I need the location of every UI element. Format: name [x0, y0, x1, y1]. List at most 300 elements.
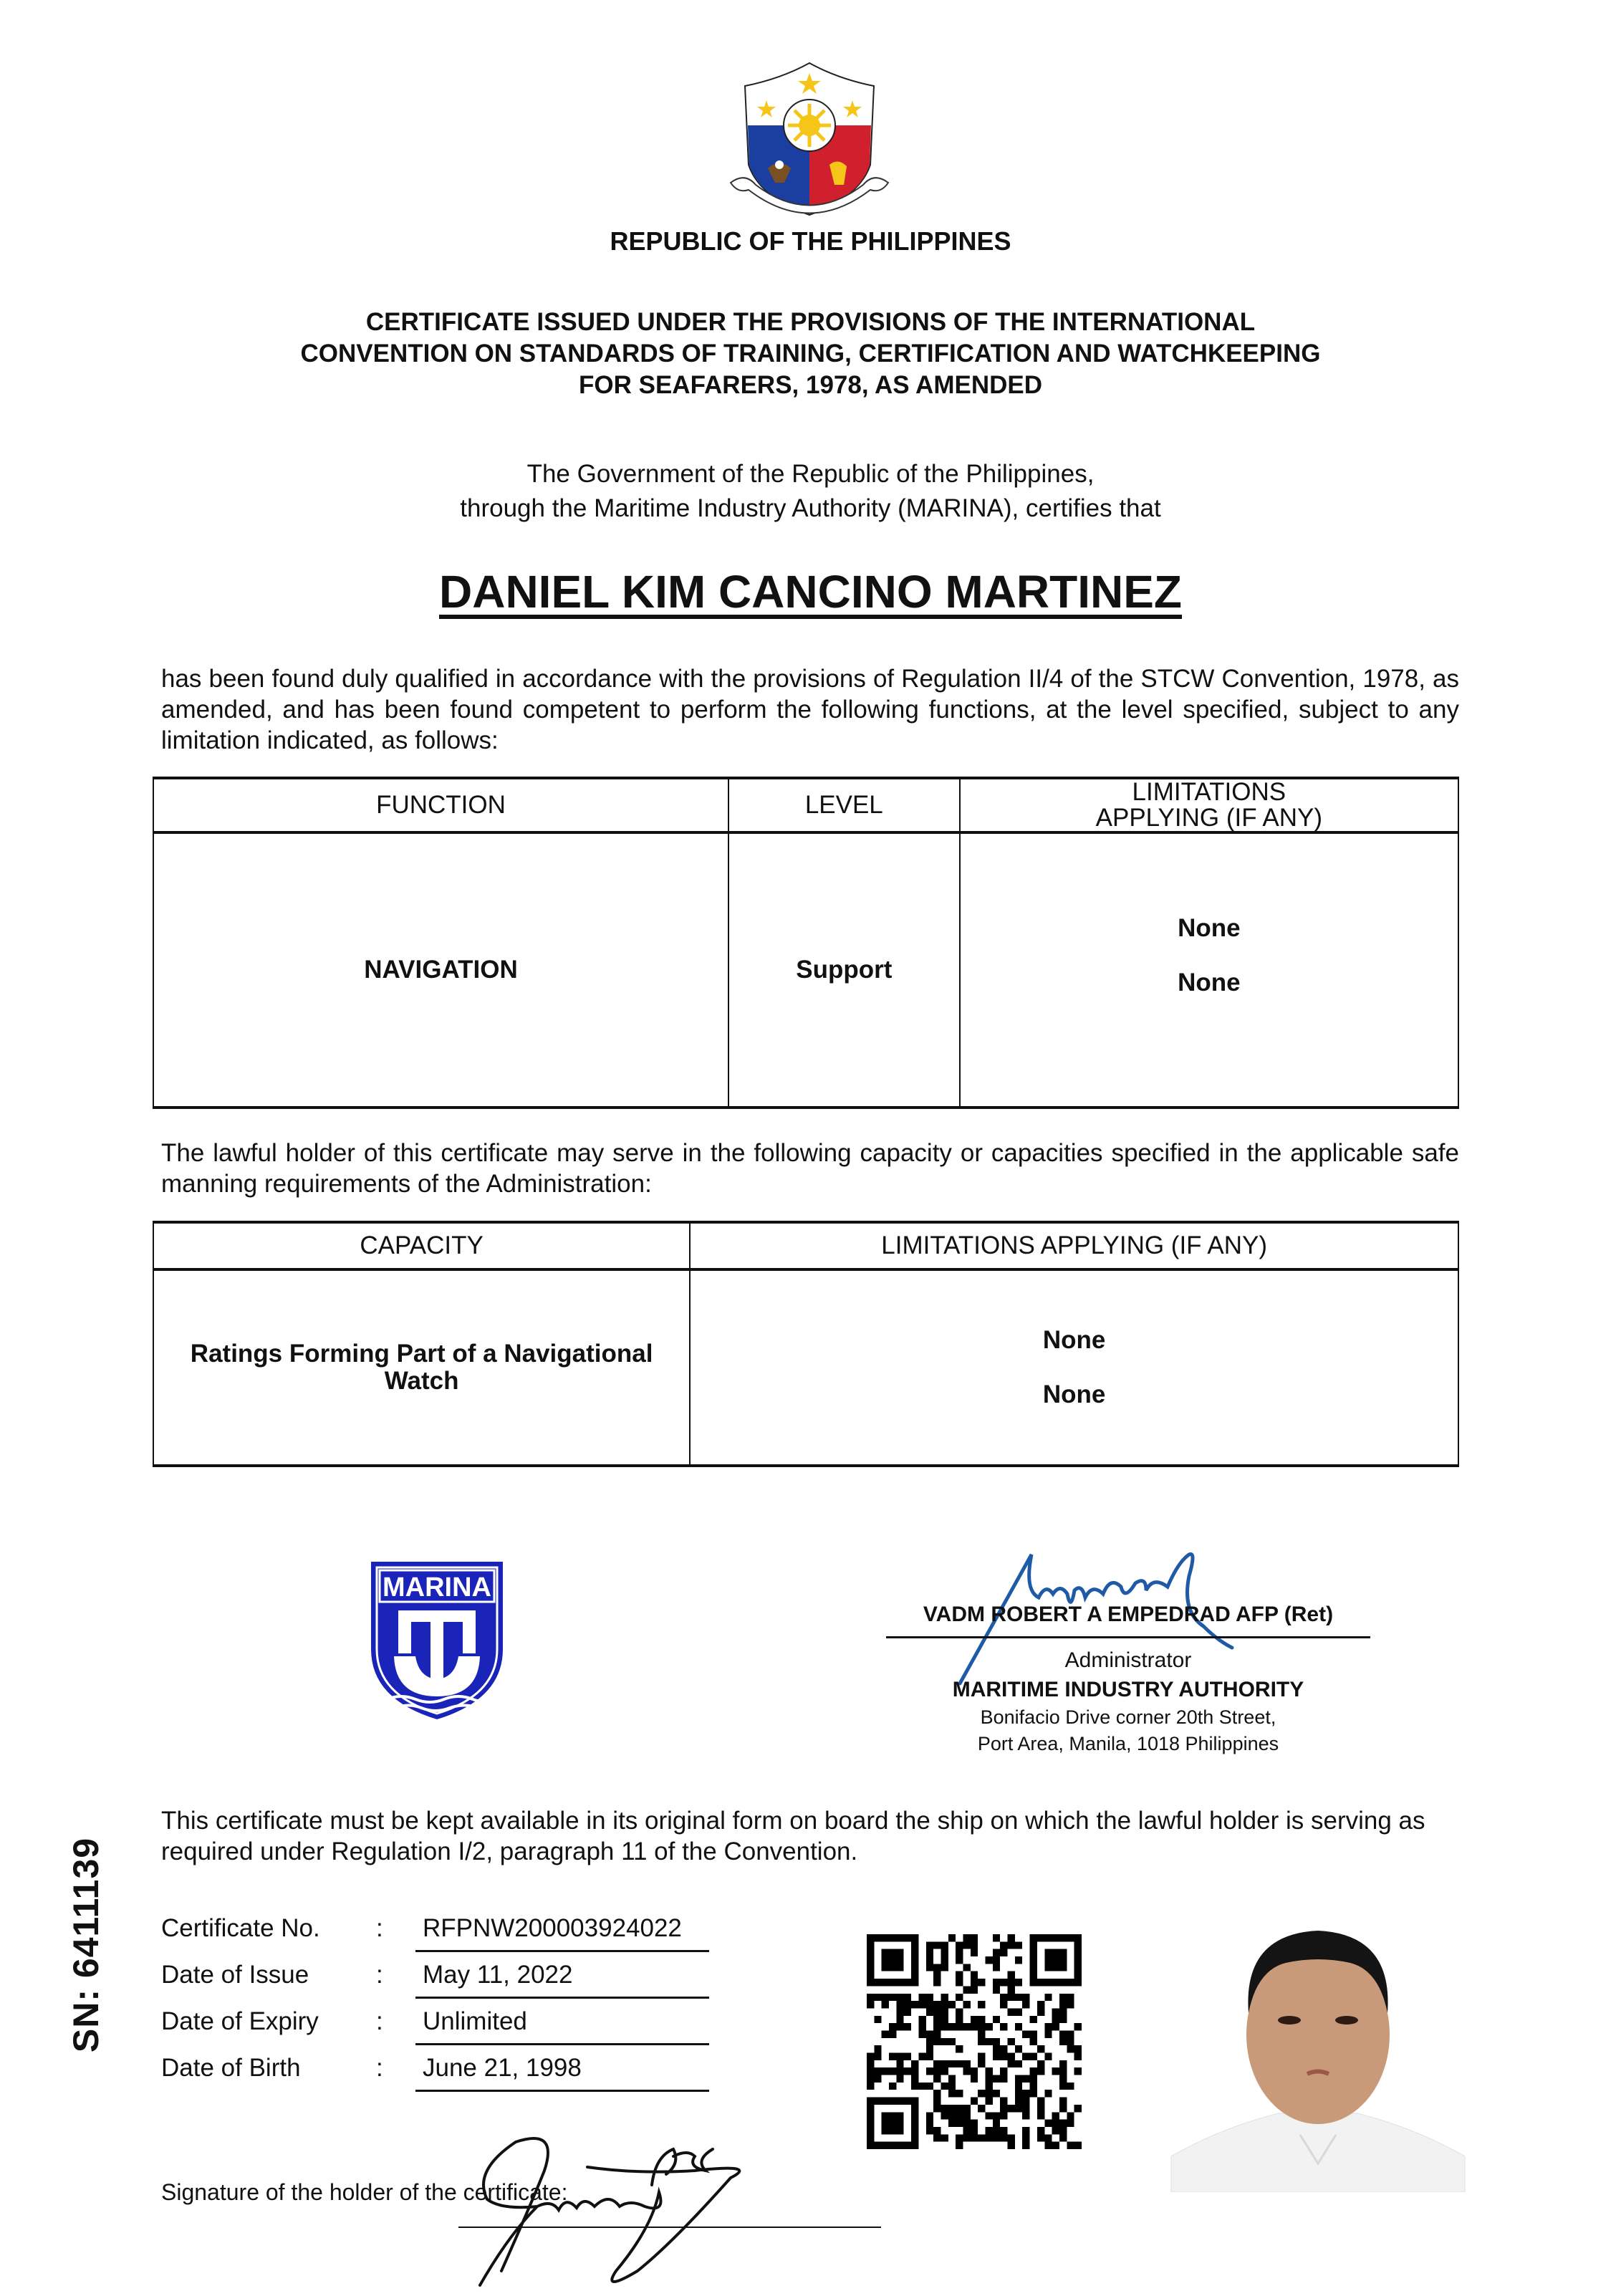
qr-module [896, 2112, 903, 2119]
qr-module [926, 1941, 933, 1949]
qr-module [1015, 2008, 1022, 2015]
holder-photo [1164, 1891, 1472, 2192]
qr-module [1015, 2060, 1022, 2067]
qr-module [1052, 2127, 1059, 2134]
qr-module [956, 2134, 963, 2141]
qr-module [1030, 2053, 1037, 2060]
qr-module [889, 1949, 896, 1956]
qr-module [1015, 2075, 1022, 2083]
qr-module [1059, 2083, 1067, 2090]
qr-module [1074, 1964, 1082, 1971]
qr-module [933, 2067, 941, 2075]
qr-module [882, 1934, 889, 1941]
qr-module [956, 1949, 963, 1956]
detail-row-date-of-birth [161, 2048, 720, 2095]
qr-module [926, 2053, 933, 2060]
qr-module [963, 1941, 970, 1949]
qr-module [933, 2008, 941, 2015]
qr-module [963, 2127, 970, 2134]
qr-module [1037, 2098, 1044, 2105]
qr-module [1008, 2060, 1015, 2067]
qr-module [889, 2023, 896, 2030]
qr-module [904, 2098, 911, 2105]
detail-value: May 11, 2022 [423, 1961, 573, 1989]
qr-module [918, 2001, 925, 2008]
qr-module [971, 2098, 978, 2105]
qr-module [956, 2090, 963, 2097]
qr-module [963, 1934, 970, 1941]
limitations-cell [960, 832, 1458, 1108]
qr-module [1067, 2038, 1074, 2045]
qr-module [978, 2030, 985, 2037]
qr-module [1044, 2030, 1052, 2037]
qr-module [904, 1934, 911, 1941]
qr-module [971, 1941, 978, 1949]
qr-module [904, 2142, 911, 2149]
qr-module [926, 2112, 933, 2119]
qr-module [896, 1979, 903, 1986]
qr-module [1059, 2016, 1067, 2023]
qr-module [1067, 1979, 1074, 1986]
qr-module [896, 1964, 903, 1971]
qr-module [1067, 2030, 1074, 2037]
qr-module [933, 2105, 941, 2112]
qr-module [911, 2112, 918, 2119]
qr-module [904, 2067, 911, 2075]
qr-module [1030, 1971, 1037, 1979]
qr-module [926, 2030, 933, 2037]
qr-module [993, 2120, 1000, 2127]
qr-module [1022, 2098, 1029, 2105]
qr-module [978, 2060, 985, 2067]
header-limitations: LIMITATIONS APPLYING (IF ANY) [960, 778, 1458, 832]
qr-module [882, 1979, 889, 1986]
qr-module [963, 2060, 970, 2067]
qr-module [1022, 2142, 1029, 2149]
qr-module [911, 2067, 918, 2075]
qr-module [1052, 1979, 1059, 1986]
qr-module [1059, 1956, 1067, 1964]
qr-module [896, 2053, 903, 2060]
qr-module [941, 2001, 948, 2008]
qr-module [1008, 1934, 1015, 1941]
qr-module [993, 1986, 1000, 1993]
qr-module [1067, 2001, 1074, 2008]
qr-module [956, 1956, 963, 1964]
detail-row-certificate-no [161, 1908, 720, 1955]
qr-module [867, 1956, 874, 1964]
qr-module [956, 2120, 963, 2127]
qr-module [956, 2142, 963, 2149]
qr-module [867, 2075, 874, 2083]
qr-module [904, 1994, 911, 2001]
qr-module [926, 1964, 933, 1971]
qr-module [896, 2008, 903, 2015]
qr-module [1052, 1964, 1059, 1971]
qr-module [1022, 2090, 1029, 2097]
qr-module [1008, 2053, 1015, 2060]
qr-module [926, 2045, 933, 2052]
qr-module [1059, 1979, 1067, 1986]
qr-module [926, 2001, 933, 2008]
qr-module [896, 2120, 903, 2127]
detail-row-date-of-issue [161, 1955, 720, 2002]
qr-module [948, 2038, 956, 2045]
qr-module [1000, 2112, 1007, 2119]
detail-underline [415, 1997, 709, 1999]
certificate-heading [0, 307, 1621, 401]
qr-module [933, 2038, 941, 2045]
qr-module [889, 1979, 896, 1986]
qr-module [1067, 1934, 1074, 1941]
qr-module [889, 2030, 896, 2037]
qr-module [896, 2098, 903, 2105]
function-cell: NAVIGATION [153, 832, 728, 1108]
qr-module [1030, 1979, 1037, 1986]
country-title: REPUBLIC OF THE PHILIPPINES [610, 226, 1011, 256]
qr-module [1015, 2023, 1022, 2030]
philippine-coat-of-arms [716, 57, 903, 229]
qr-module [1030, 2030, 1037, 2037]
qr-module [986, 2075, 993, 2083]
qr-module [874, 2053, 881, 2060]
qr-module [889, 2067, 896, 2075]
qr-module [1059, 1994, 1067, 2001]
qr-module [1052, 2023, 1059, 2030]
qr-module [933, 2134, 941, 2141]
qr-module [911, 1941, 918, 1949]
qr-module [911, 2134, 918, 2141]
heading-line: FOR SEAFARERS, 1978, AS AMENDED [579, 371, 1042, 399]
qr-module [1074, 2045, 1082, 2052]
qr-module [941, 2083, 948, 2090]
qr-module [1044, 1956, 1052, 1964]
address-line: Port Area, Manila, 1018 Philippines [977, 1733, 1279, 1754]
qr-module [882, 2067, 889, 2075]
qr-module [993, 2090, 1000, 2097]
qr-module [1059, 2008, 1067, 2015]
qr-module [1044, 1979, 1052, 1986]
qr-module [918, 2016, 925, 2023]
qr-module [933, 2030, 941, 2037]
qr-module [889, 2112, 896, 2119]
qr-module [1022, 2105, 1029, 2112]
qr-module [896, 2023, 903, 2030]
limitation-value: None [1178, 969, 1241, 996]
qr-module [1000, 1949, 1007, 1956]
qr-module [889, 2120, 896, 2127]
qr-module [1022, 2030, 1029, 2037]
table-row [153, 832, 1458, 1108]
qr-module [867, 2053, 874, 2060]
qr-module [978, 2053, 985, 2060]
qr-module [1037, 2067, 1044, 2075]
qr-module [1074, 2067, 1082, 2075]
capacity-text: The lawful holder of this certificate may serve in the following capacity or capacities specified in the applicable safe manning requirements of the Administration: [161, 1139, 1459, 1198]
detail-underline [415, 1950, 709, 1952]
qr-module [993, 1949, 1000, 1956]
qr-module [926, 2083, 933, 2090]
qr-module [1044, 2142, 1052, 2149]
qr-module [948, 2060, 956, 2067]
qr-module [1000, 2134, 1007, 2141]
qr-module [867, 2001, 874, 2008]
qr-module [1000, 2067, 1007, 2075]
qr-module [956, 2023, 963, 2030]
qr-module [1059, 2134, 1067, 2141]
qr-module [918, 2053, 925, 2060]
qr-module [1030, 1964, 1037, 1971]
qr-module [971, 2075, 978, 2083]
qr-module [867, 1971, 874, 1979]
qr-module [1067, 2083, 1074, 2090]
limitation-value: None [1178, 914, 1241, 942]
qr-module [933, 1979, 941, 1986]
qr-module [1044, 2053, 1052, 2060]
qr-module [1074, 1971, 1082, 1979]
serial-number-block [61, 1820, 111, 2070]
qr-module [971, 2127, 978, 2134]
limitation-value: None [1042, 1326, 1106, 1354]
qr-module [867, 2105, 874, 2112]
qualification-text: has been found duly qualified in accordance with the provisions of Regulation II/4 of the STCW Convention, 1978, as amended, and has been found competent to perform the following functions, at the level specified, subject to any limitation indicated, as follows: [161, 665, 1459, 754]
qr-module [1074, 1956, 1082, 1964]
qr-module [993, 2112, 1000, 2119]
qr-module [1008, 2038, 1015, 2045]
qr-module [904, 2053, 911, 2060]
qr-module [867, 1979, 874, 1986]
qr-module [933, 1964, 941, 1971]
qr-module [986, 2112, 993, 2119]
header-limitations: LIMITATIONS APPLYING (IF ANY) [690, 1222, 1458, 1269]
detail-value: June 21, 1998 [423, 2054, 582, 2082]
qr-module [1015, 2083, 1022, 2090]
qr-module [911, 1979, 918, 1986]
qr-module [986, 2090, 993, 2097]
qr-module [896, 2075, 903, 2083]
qr-module [1037, 2112, 1044, 2119]
qr-module [911, 1971, 918, 1979]
holder-signature-line [458, 2227, 881, 2228]
qr-module [1059, 2030, 1067, 2037]
qr-module [1008, 2008, 1015, 2015]
qr-module [1000, 2098, 1007, 2105]
qr-module [971, 1949, 978, 1956]
qr-module [941, 2023, 948, 2030]
heading-line: CERTIFICATE ISSUED UNDER THE PROVISIONS OF THE INTERNATIONAL [365, 308, 1256, 336]
qr-module [948, 2112, 956, 2119]
signatory-block [886, 1504, 1370, 1757]
qr-module [896, 1956, 903, 1964]
qr-module [867, 2142, 874, 2149]
qr-module [1052, 1949, 1059, 1956]
qr-module [1008, 1941, 1015, 1949]
signatory-name: VADM ROBERT A EMPEDRAD AFP (Ret) [886, 1504, 1370, 1638]
qr-module [882, 1964, 889, 1971]
qr-module [867, 2083, 874, 2090]
level-cell: Support [728, 832, 960, 1108]
qr-module [956, 1971, 963, 1979]
qr-module [971, 2120, 978, 2127]
qr-module [911, 1934, 918, 1941]
qr-module [867, 1994, 874, 2001]
qr-module [882, 2098, 889, 2105]
qr-module [1022, 2112, 1029, 2119]
qr-module [948, 2023, 956, 2030]
qr-module [904, 2023, 911, 2030]
qr-module [926, 2120, 933, 2127]
qr-module [1000, 1994, 1007, 2001]
table-header-row [153, 1222, 1458, 1269]
qr-module [1030, 2067, 1037, 2075]
qr-module [941, 2008, 948, 2015]
qr-module [1059, 1964, 1067, 1971]
qr-module [874, 2098, 881, 2105]
qr-module [867, 1964, 874, 1971]
qr-module [867, 1941, 874, 1949]
qr-module [993, 2134, 1000, 2141]
qr-module [1030, 2016, 1037, 2023]
qr-module [1059, 2075, 1067, 2083]
qr-module [1037, 2008, 1044, 2015]
qr-module [1030, 2090, 1037, 2097]
qr-module [1015, 2105, 1022, 2112]
qr-module [1067, 2112, 1074, 2119]
qr-module [911, 1964, 918, 1971]
gov-line: The Government of the Republic of the Philippines, [526, 460, 1095, 488]
qr-module [867, 1949, 874, 1956]
qr-module [978, 2134, 985, 2141]
qr-module [1008, 1971, 1015, 1979]
qr-module [1015, 2090, 1022, 2097]
qr-module [1074, 2105, 1082, 2112]
qr-module [971, 1934, 978, 1941]
qr-module [993, 2127, 1000, 2134]
qr-module [918, 2023, 925, 2030]
qr-module [1000, 1979, 1007, 1986]
qr-module [1008, 2105, 1015, 2112]
qr-module [1059, 2098, 1067, 2105]
certification-statement [0, 457, 1621, 526]
qr-module [896, 1934, 903, 1941]
qr-module [971, 1986, 978, 1993]
qr-module [867, 2127, 874, 2134]
qr-module [986, 2083, 993, 2090]
qr-module [933, 2090, 941, 2097]
qr-module [911, 1949, 918, 1956]
qr-module [1074, 1934, 1082, 1941]
qr-module [911, 2105, 918, 2112]
qr-module [986, 2067, 993, 2075]
qr-module [993, 2075, 1000, 2083]
qr-module [911, 2075, 918, 2083]
qr-module [941, 1956, 948, 1964]
qr-module [889, 2127, 896, 2134]
qr-module [882, 1994, 889, 2001]
qr-module [926, 2127, 933, 2134]
qr-module [904, 1979, 911, 1986]
qr-module [1000, 2053, 1007, 2060]
qr-module [948, 1934, 956, 1941]
qr-module [1074, 1941, 1082, 1949]
qr-module [896, 2067, 903, 2075]
qr-module [1022, 2134, 1029, 2141]
qr-module [1037, 2001, 1044, 2008]
qr-module [1052, 2142, 1059, 2149]
qr-module [948, 2075, 956, 2083]
qr-module [941, 2016, 948, 2023]
qr-module [933, 2098, 941, 2105]
qr-module [1044, 2090, 1052, 2097]
qr-module [986, 2134, 993, 2141]
qr-module [963, 2001, 970, 2008]
detail-underline [415, 2090, 709, 2092]
qr-module [867, 2098, 874, 2105]
qr-module [867, 2134, 874, 2141]
detail-value: Unlimited [423, 2007, 527, 2035]
qr-module [1044, 1994, 1052, 2001]
qr-module [911, 2001, 918, 2008]
qr-module [948, 2001, 956, 2008]
qr-module [1044, 1949, 1052, 1956]
qr-module [874, 1994, 881, 2001]
qr-module [1015, 1956, 1022, 1964]
qr-module [948, 2105, 956, 2112]
qr-module [911, 2083, 918, 2090]
qr-module [911, 2120, 918, 2127]
qr-module [1000, 2105, 1007, 2112]
qr-module [874, 2067, 881, 2075]
signatory-title: Administrator [1064, 1648, 1192, 1672]
qr-module [941, 2038, 948, 2045]
detail-colon: : [376, 2007, 383, 2035]
qr-module [1030, 1934, 1037, 1941]
qr-module [896, 2142, 903, 2149]
qr-module [1044, 2134, 1052, 2141]
qr-module [904, 2008, 911, 2015]
detail-label: Date of Issue [161, 1961, 309, 1989]
qr-module [889, 1934, 896, 1941]
qr-module [1059, 1934, 1067, 1941]
qr-module [933, 1941, 941, 1949]
qr-module [1074, 2023, 1082, 2030]
qr-module [956, 2016, 963, 2023]
qr-module [971, 1971, 978, 1979]
qr-module [978, 2016, 985, 2023]
qr-module [1052, 1934, 1059, 1941]
qr-module [1052, 2112, 1059, 2119]
qr-module [867, 2060, 874, 2067]
qr-module [1037, 1934, 1044, 1941]
qr-module [1008, 1986, 1015, 1993]
qr-module [956, 1994, 963, 2001]
qr-module [963, 2112, 970, 2119]
signatory-organization: MARITIME INDUSTRY AUTHORITY [952, 1678, 1304, 1701]
detail-label: Certificate No. [161, 1914, 320, 1942]
qr-module [1008, 1994, 1015, 2001]
qr-module [1000, 2075, 1007, 2083]
qr-module [1044, 2120, 1052, 2127]
qr-module [874, 1979, 881, 1986]
qr-module [896, 2001, 903, 2008]
qr-module [874, 2075, 881, 2083]
gov-line: through the Maritime Industry Authority (MARINA), certifies that [460, 494, 1161, 522]
qr-module [926, 1994, 933, 2001]
qr-module [978, 2090, 985, 2097]
qr-module [1067, 2120, 1074, 2127]
address-line: Bonifacio Drive corner 20th Street, [980, 1706, 1276, 1728]
qr-module [1044, 1964, 1052, 1971]
